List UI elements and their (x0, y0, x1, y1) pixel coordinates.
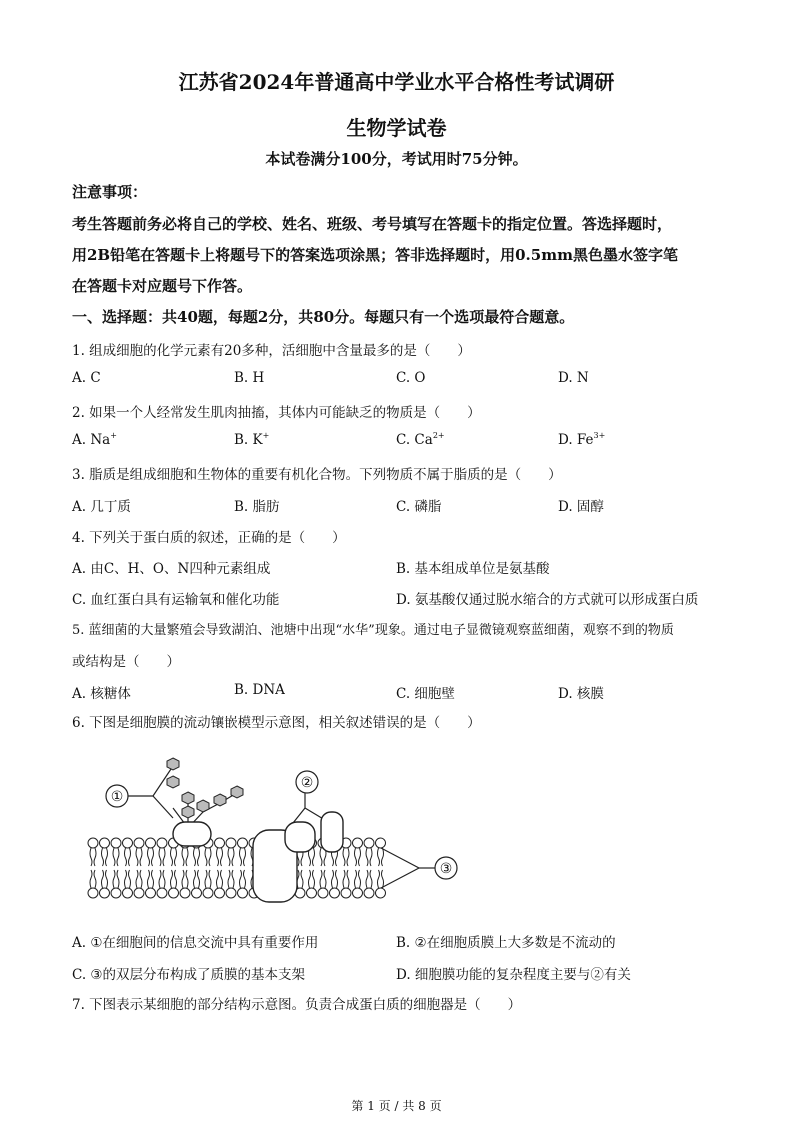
option-d: D. 氨基酸仅通过脱水缩合的方式就可以形成蛋白质 (396, 592, 699, 608)
notice-line: 在答题卡对应题号下作答。 (72, 277, 253, 295)
label-1: ① (110, 789, 124, 805)
option-d: D. 核膜 (558, 686, 604, 702)
option-a: A. 核糖体 (72, 686, 131, 702)
option-c: C. ③的双层分布构成了质膜的基本支架 (72, 967, 306, 983)
option-b: B. 脂肪 (234, 499, 280, 515)
option-c: C. O (396, 370, 426, 386)
option-d: D. N (558, 370, 589, 386)
option-a: A. 几丁质 (72, 499, 131, 515)
option-c: C. 磷脂 (396, 499, 442, 515)
embedded-protein (321, 812, 343, 852)
option-d: D. $Fe^{3+}$ (558, 431, 606, 448)
question-stem: 4. 下列关于蛋白质的叙述，正确的是（ ） (72, 530, 346, 546)
ion-charge: 2+ (432, 431, 445, 440)
question-stem: 6. 下图是细胞膜的流动镶嵌模型示意图，相关叙述错误的是（ ） (72, 715, 481, 731)
option-c: C. $Ca^{2+}$ (396, 431, 445, 448)
section-heading: 一、选择题：共40题，每题2分，共80分。每题只有一个选项最符合题意。 (72, 308, 575, 326)
option-c: C. 血红蛋白具有运输氧和催化功能 (72, 592, 280, 608)
option-a: A. Na+ (72, 431, 117, 448)
option-d: D. 固醇 (558, 499, 604, 515)
option-a: A. C (72, 370, 101, 386)
question-stem: 7. 下图表示某细胞的部分结构示意图。负责合成蛋白质的细胞器是（ ） (72, 997, 522, 1013)
question-stem: 5. 蓝细菌的大量繁殖会导致湖泊、池塘中出现“水华”现象。通过电子显微镜观察蓝细菌，观察不到的物质 (72, 623, 674, 638)
exam-info: 本试卷满分100分，考试用时75分钟。 (265, 150, 528, 168)
question-stem: 2. 如果一个人经常发生肌肉抽搐，其体内可能缺乏的物质是（ ） (72, 405, 481, 421)
peripheral-protein (285, 822, 315, 852)
option-a: A. ①在细胞间的信息交流中具有重要作用 (72, 935, 319, 951)
sugar-hexagons (167, 758, 243, 818)
notice-heading: 注意事项： (72, 183, 148, 201)
option-b: B. H (234, 370, 265, 386)
option-b: B. DNA (234, 682, 285, 698)
option-b: B. 基本组成单位是氨基酸 (396, 561, 550, 577)
option-b: B. K+ (234, 431, 270, 448)
label-3-bracket (381, 848, 419, 888)
notice-line: 用2B铅笔在答题卡上将题号下的答案选项涂黑；答非选择题时，用0.5mm黑色墨水签字笔 (72, 246, 678, 264)
ion-charge: + (110, 431, 117, 440)
exam-title: 江苏省2024年普通高中学业水平合格性考试调研 (178, 70, 615, 94)
label-2: ② (300, 775, 314, 791)
ion-charge: + (262, 431, 270, 440)
page-number: 第 1 页 / 共 8 页 (351, 1099, 442, 1113)
notice-line: 考生答题前务必将自己的学校、姓名、班级、考号填写在答题卡的指定位置。答选择题时， (72, 215, 673, 233)
label-3: ③ (439, 861, 453, 877)
question-stem: 或结构是（ ） (72, 654, 180, 670)
option-b: B. ②在细胞质膜上大多数是不流动的 (396, 935, 616, 951)
option-d: D. 细胞膜功能的复杂程度主要与②有关 (396, 967, 631, 983)
cell-membrane-diagram (85, 748, 465, 918)
question-stem: 1. 组成细胞的化学元素有20多种，活细胞中含量最多的是（ ） (72, 343, 471, 359)
option-c: C. 细胞壁 (396, 686, 455, 702)
question-stem: 3. 脂质是组成细胞和生物体的重要有机化合物。下列物质不属于脂质的是（ ） (72, 467, 562, 483)
surface-protein (173, 822, 211, 846)
ion-charge: 3+ (593, 431, 606, 440)
exam-subtitle: 生物学试卷 (346, 116, 447, 140)
option-a: A. 由C、H、O、N四种元素组成 (72, 561, 271, 577)
